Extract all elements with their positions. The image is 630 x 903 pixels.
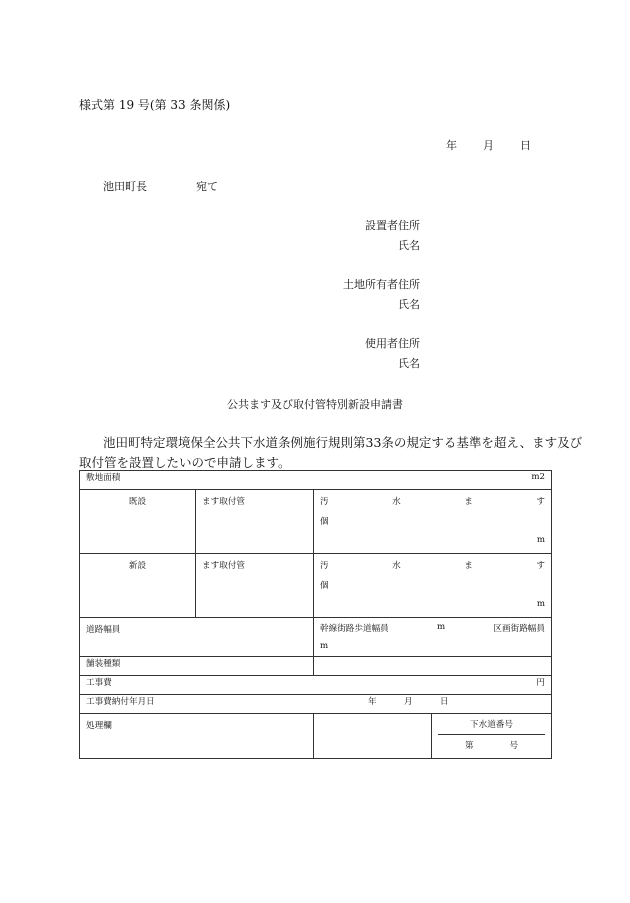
sewer-number-value (438, 735, 545, 754)
new-char-3: ま (464, 561, 473, 571)
payment-year: 年 (368, 697, 377, 707)
existing-char-1: 汚 (320, 497, 329, 507)
cost-label: 工事費 (86, 678, 112, 688)
processing-label: 処理欄 (80, 714, 314, 759)
new-item: ます取付管 (196, 554, 314, 618)
site-area-unit: m2 (531, 472, 546, 482)
date-day: 日 (520, 139, 531, 152)
application-table (79, 470, 552, 759)
sewer-number-header (438, 714, 545, 735)
installer-address-label: 設置者住所 (365, 219, 420, 232)
existing-count-unit: 個 (320, 517, 329, 527)
pavement-label: 舗装種類 (80, 657, 314, 676)
road-width-row (80, 618, 552, 657)
pavement-row (80, 657, 552, 676)
cost-row (80, 676, 552, 695)
number-prefix: 第 (464, 740, 474, 751)
existing-char-4: す (536, 497, 545, 507)
zone-road-label: 区画街路幅員 (493, 624, 545, 634)
new-label: 新設 (80, 554, 196, 618)
installer-name-label: 氏名 (398, 239, 420, 252)
document-title: 公共ます及び取付管特別新設申請書 (227, 398, 403, 411)
date-month: 月 (483, 139, 494, 152)
user-name-label: 氏名 (398, 357, 420, 370)
site-area-label: 敷地面積 (86, 473, 121, 483)
new-count-unit: 個 (320, 581, 329, 591)
new-length-unit: m (536, 599, 546, 609)
existing-row (80, 490, 552, 554)
recipient-suffix: 宛て (196, 180, 218, 193)
main-road-unit: m (437, 622, 446, 632)
processing-row (80, 714, 552, 759)
processing-blank (314, 714, 432, 759)
cost-unit: 円 (536, 678, 546, 688)
main-road-label: 幹線街路歩道幅員 (320, 624, 389, 634)
payment-date-label: 工事費納付年月日 (86, 697, 155, 707)
existing-label: 既設 (80, 490, 196, 554)
existing-char-3: ま (464, 497, 473, 507)
new-char-1: 汚 (320, 561, 329, 571)
payment-month: 月 (404, 697, 413, 707)
sewer-number-label: 下水道番号 (470, 720, 513, 730)
existing-length-unit: m (536, 535, 546, 545)
existing-char-2: 水 (392, 497, 401, 507)
new-row (80, 554, 552, 618)
payment-date-row (80, 695, 552, 714)
form-number: 様式第 19 号(第 33 条関係) (79, 98, 231, 112)
user-address-label: 使用者住所 (365, 337, 420, 350)
date-year: 年 (446, 139, 457, 152)
number-suffix: 号 (509, 740, 519, 751)
site-area-row (80, 471, 552, 490)
landowner-name-label: 氏名 (398, 298, 420, 311)
zone-road-unit: m (320, 641, 329, 651)
new-char-4: す (536, 561, 545, 571)
date-line (446, 137, 531, 153)
body-line-2: 取付管を設置したいので申請します。 (79, 455, 291, 470)
existing-item: ます取付管 (196, 490, 314, 554)
new-char-2: 水 (392, 561, 401, 571)
road-width-label: 道路幅員 (80, 618, 314, 657)
pavement-value (314, 657, 552, 676)
recipient: 池田町長 (103, 180, 147, 193)
body-line-1: 池田町特定環境保全公共下水道条例施行規則第33条の規定する基準を超え、ます及び (103, 435, 583, 450)
payment-day: 日 (440, 697, 449, 707)
landowner-address-label: 土地所有者住所 (343, 278, 420, 291)
